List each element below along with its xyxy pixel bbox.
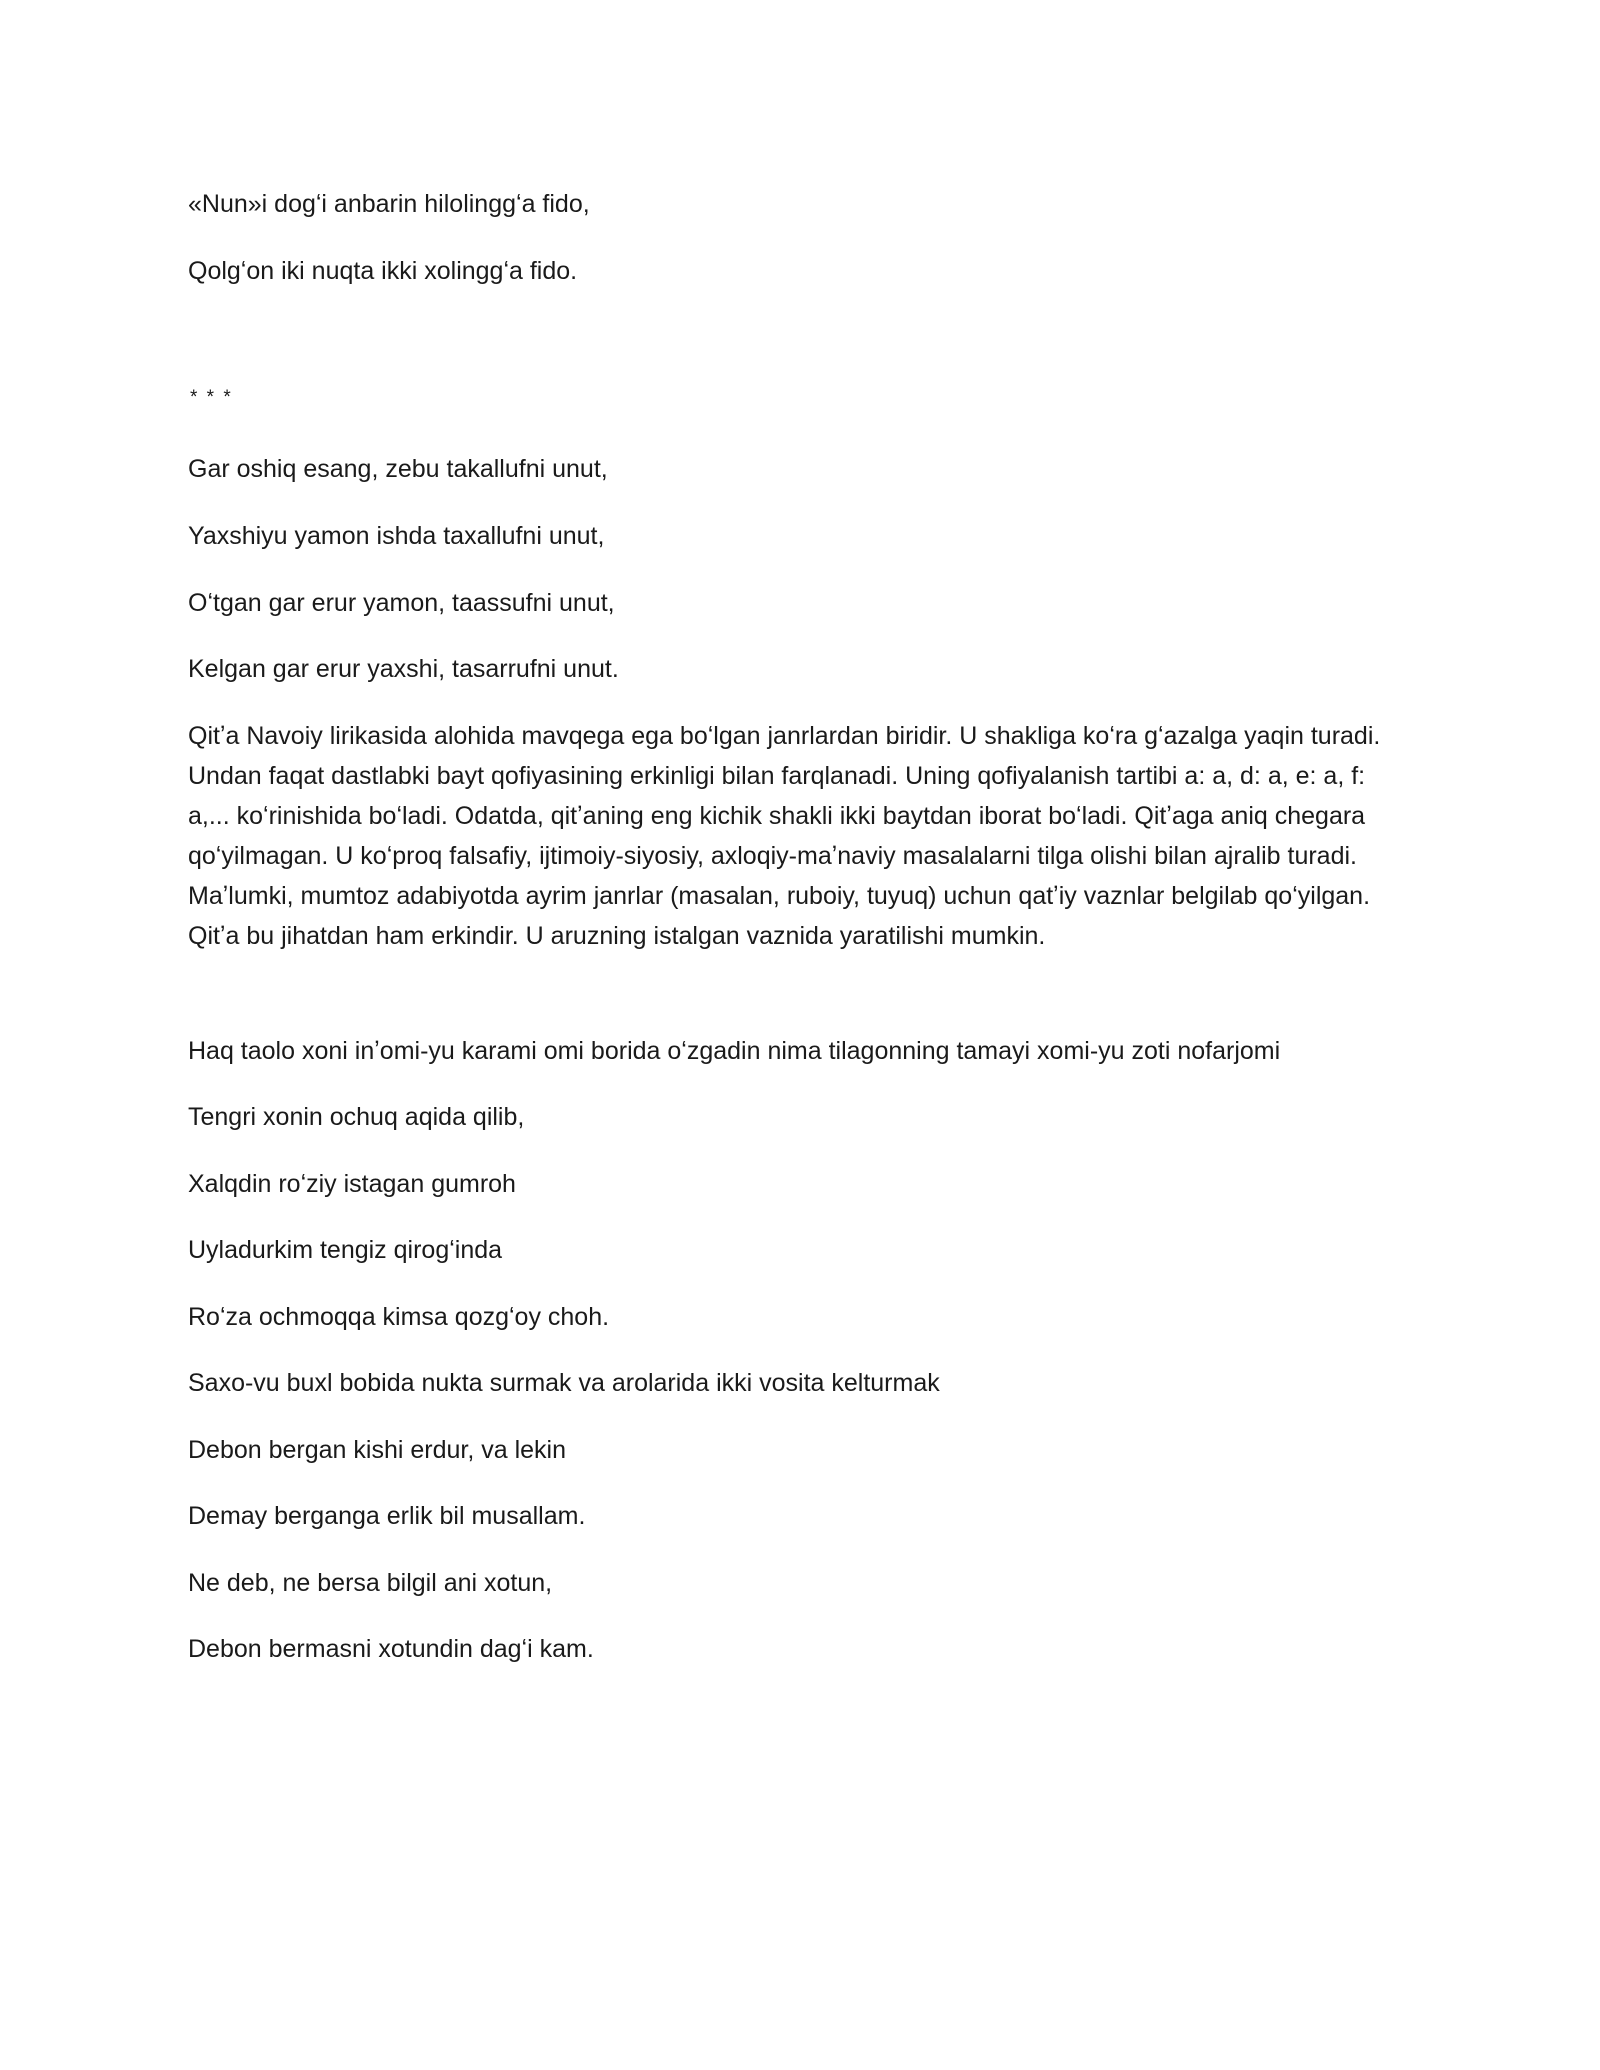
verse-line: Roʻza ochmoqqa kimsa qozgʻoy choh. (188, 1303, 610, 1331)
verse-line: Debon bergan kishi erdur, va lekin (188, 1436, 567, 1464)
verse-line: Xalqdin roʻziy istagan gumroh (188, 1170, 516, 1198)
section-heading: Saxo-vu buxl bobida nukta surmak va arolarida ikki vosita kelturmak (188, 1369, 940, 1397)
verse-line: Kelgan gar erur yaxshi, tasarrufni unut. (188, 655, 619, 683)
verse-line: Demay berganga erlik bil musallam. (188, 1502, 586, 1530)
verse-line: «Nun»i dogʻi anbarin hilolinggʻa fido, (188, 190, 590, 218)
verse-line: Oʻtgan gar erur yamon, taassufni unut, (188, 589, 615, 617)
verse-line: Gar oshiq esang, zebu takallufni unut, (188, 455, 608, 483)
verse-line: Qolgʻon iki nuqta ikki xolinggʻa fido. (188, 257, 578, 285)
section-separator: * * * (190, 387, 233, 408)
body-paragraph: Qitʼa Navoiy lirikasida alohida mavqega ega boʻlgan janrlardan biridir. U shakliga koʻra gʻazalga yaqin turadi. Undan faqat dastlabki bayt qofiyasining erkinligi bilan farqlanadi. Uning qofiyalanish tartibi a: a, d: a, e: a, f: a,... koʻrinishida boʻladi. Odatda, qitʼaning eng kichik shakli ikki baytdan iborat boʻladi. Qitʼaga aniq chegara qoʻyilmagan. U koʻproq falsafiy, ijtimoiy-siyosiy, axloqiy-maʼnaviy masalalarni tilga olishi bilan ajralib turadi. Maʼlumki, mumtoz adabiyotda ayrim janrlar (masalan, ruboiy, tuyuq) uchun qatʼiy vaznlar belgilab qoʻyilgan. Qitʼa bu jihatdan ham erkindir. U aruzning istalgan vaznida yaratilishi mumkin. (188, 722, 1381, 950)
verse-line: Yaxshiyu yamon ishda taxallufni unut, (188, 522, 605, 550)
verse-line: Debon bermasni xotundin dagʻi kam. (188, 1635, 594, 1663)
verse-line: Ne deb, ne bersa bilgil ani xotun, (188, 1569, 553, 1597)
section-heading: Haq taolo xoni inʼomi-yu karami omi borida oʻzgadin nima tilagonning tamayi xomi-yu zoti nofarjomi (188, 1037, 1281, 1065)
verse-line: Tengri xonin ochuq aqida qilib, (188, 1103, 525, 1131)
verse-line: Uyladurkim tengiz qirogʻinda (188, 1236, 503, 1264)
